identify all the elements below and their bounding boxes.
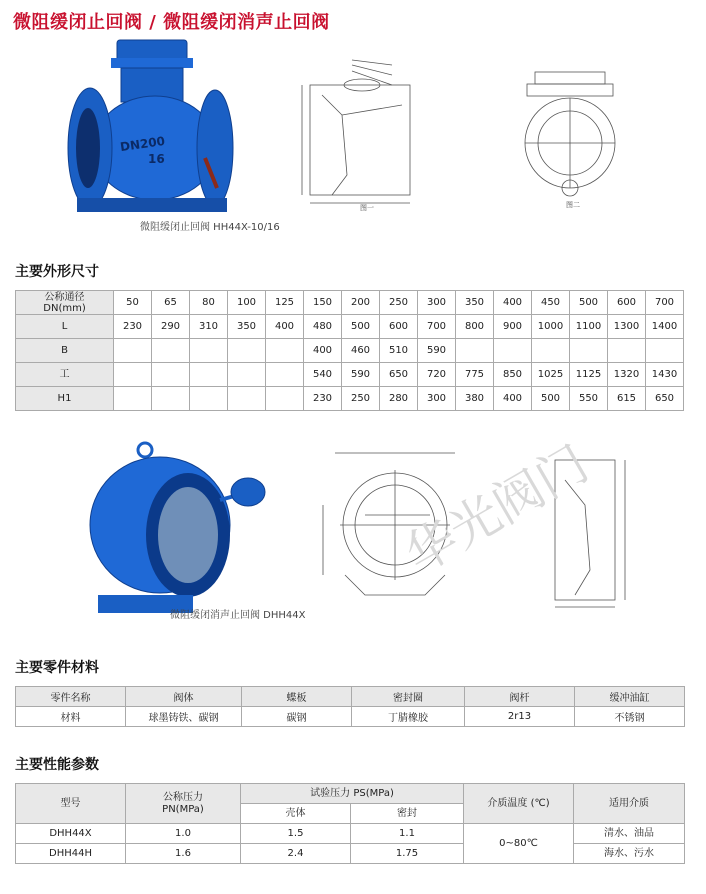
- dim-value-cell: 350: [228, 315, 266, 339]
- dim-value-cell: 1400: [646, 315, 684, 339]
- dim-value-cell: 1300: [608, 315, 646, 339]
- dim-value-cell: 460: [342, 339, 380, 363]
- dim-value-cell: [190, 363, 228, 387]
- technical-drawing-front: [505, 68, 635, 208]
- material-value-cell: 球墨铸铁、碳钢: [126, 707, 242, 727]
- dim-value-cell: [228, 363, 266, 387]
- medium-cell-1: 清水、油品: [574, 824, 685, 844]
- valve-photo-hh44x: [55, 38, 240, 218]
- dn-value-cell: 80: [190, 291, 228, 315]
- dim-value-cell: [114, 363, 152, 387]
- dim-value-cell: 1125: [570, 363, 608, 387]
- dn-value-cell: 500: [570, 291, 608, 315]
- dim-value-cell: [646, 339, 684, 363]
- dim-value-cell: 1320: [608, 363, 646, 387]
- dn-value-cell: 350: [456, 291, 494, 315]
- pn-cell: 1.0: [126, 824, 241, 844]
- dimensions-table: [15, 290, 684, 411]
- dn-value-cell: 125: [266, 291, 304, 315]
- col-test-pressure: 试验压力 PS(MPa): [241, 784, 464, 804]
- dim-value-cell: [190, 387, 228, 411]
- dim-value-cell: 510: [380, 339, 418, 363]
- dim-value-cell: [152, 339, 190, 363]
- dn-value-cell: 100: [228, 291, 266, 315]
- page-title: 微阻缓闭止回阀 / 微阻缓闭消声止回阀: [13, 12, 330, 33]
- dim-value-cell: 1000: [532, 315, 570, 339]
- dn-value-cell: 200: [342, 291, 380, 315]
- material-header-cell: 零件名称: [16, 687, 126, 707]
- dim-value-cell: 290: [152, 315, 190, 339]
- dim-row-label: L: [16, 315, 114, 339]
- figure2-caption: 微阻缓闭消声止回阀 DHH44X: [170, 610, 306, 621]
- dn-value-cell: 250: [380, 291, 418, 315]
- dim-value-cell: [494, 339, 532, 363]
- dim-value-cell: 500: [342, 315, 380, 339]
- seal-cell: 1.1: [351, 824, 464, 844]
- pn-cell: 1.6: [126, 844, 241, 864]
- dim-value-cell: 550: [570, 387, 608, 411]
- dn-value-cell: 50: [114, 291, 152, 315]
- material-value-cell: 丁腈橡胶: [352, 707, 465, 727]
- material-header-cell: 阀体: [126, 687, 242, 707]
- material-header-cell: 密封圈: [352, 687, 465, 707]
- material-value-cell: 2r13: [465, 707, 575, 727]
- performance-heading: 主要性能参数: [15, 757, 99, 773]
- materials-heading: 主要零件材料: [15, 660, 99, 676]
- material-value-cell: 材料: [16, 707, 126, 727]
- dim-value-cell: [456, 339, 494, 363]
- dim-row-label: B: [16, 339, 114, 363]
- valve-photo-dhh44x: [70, 440, 270, 620]
- seal-cell: 1.75: [351, 844, 464, 864]
- shell-cell: 2.4: [241, 844, 351, 864]
- dim-value-cell: [570, 339, 608, 363]
- dim-value-cell: 500: [532, 387, 570, 411]
- dim-value-cell: [114, 387, 152, 411]
- dim-value-cell: [152, 363, 190, 387]
- body-mark-pn: 16: [148, 152, 165, 166]
- dim-value-cell: 1100: [570, 315, 608, 339]
- dim-value-cell: 250: [342, 387, 380, 411]
- shell-cell: 1.5: [241, 824, 351, 844]
- dim-value-cell: 400: [266, 315, 304, 339]
- col-shell: 壳体: [241, 804, 351, 824]
- dim-value-cell: [228, 339, 266, 363]
- dim-value-cell: 300: [418, 387, 456, 411]
- dim-value-cell: [532, 339, 570, 363]
- watermark: 华光阀门: [395, 434, 599, 585]
- dim-value-cell: 310: [190, 315, 228, 339]
- col-medium: 适用介质: [574, 784, 685, 824]
- technical-drawing-side: [292, 55, 422, 215]
- dim-value-cell: 650: [646, 387, 684, 411]
- dim-value-cell: 600: [380, 315, 418, 339]
- figure1-caption: 微阻缓闭止回阀 HH44X-10/16: [140, 222, 280, 233]
- col-seal: 密封: [351, 804, 464, 824]
- dim-value-cell: 280: [380, 387, 418, 411]
- dn-value-cell: 65: [152, 291, 190, 315]
- dim-value-cell: 720: [418, 363, 456, 387]
- model-cell-1: DHH44X: [16, 824, 126, 844]
- dim-value-cell: 700: [418, 315, 456, 339]
- dim-value-cell: [266, 387, 304, 411]
- dim-value-cell: 400: [304, 339, 342, 363]
- drawing-label-1: 图一: [360, 204, 374, 212]
- dim-value-cell: [114, 339, 152, 363]
- dim-value-cell: 900: [494, 315, 532, 339]
- material-value-cell: 碳钢: [242, 707, 352, 727]
- dims-heading: 主要外形尺寸: [15, 264, 99, 280]
- material-header-cell: 蝶板: [242, 687, 352, 707]
- dim-value-cell: 615: [608, 387, 646, 411]
- dim-value-cell: 650: [380, 363, 418, 387]
- dn-header-cell: 公称通径 DN(mm): [16, 291, 114, 315]
- dim-value-cell: 380: [456, 387, 494, 411]
- dim-value-cell: [228, 387, 266, 411]
- dn-value-cell: 300: [418, 291, 456, 315]
- medium-cell-2: 海水、污水: [574, 844, 685, 864]
- dim-row-label: 工: [16, 363, 114, 387]
- dim-value-cell: 590: [418, 339, 456, 363]
- performance-table: [15, 783, 685, 864]
- dim-value-cell: 540: [304, 363, 342, 387]
- col-pn: 公称压力 PN(MPa): [126, 784, 241, 824]
- material-value-cell: 不锈钢: [575, 707, 685, 727]
- dim-value-cell: 1025: [532, 363, 570, 387]
- drawing-label-2: 图二: [566, 201, 580, 209]
- dim-value-cell: [608, 339, 646, 363]
- material-header-cell: 缓冲油缸: [575, 687, 685, 707]
- dim-value-cell: [266, 363, 304, 387]
- dn-value-cell: 150: [304, 291, 342, 315]
- dim-value-cell: [152, 387, 190, 411]
- dim-row-label: H1: [16, 387, 114, 411]
- dim-value-cell: 800: [456, 315, 494, 339]
- col-model: 型号: [16, 784, 126, 824]
- col-temperature: 介质温度 (℃): [464, 784, 574, 824]
- body-mark-dn: DN200: [119, 133, 166, 155]
- dim-value-cell: [266, 339, 304, 363]
- dim-value-cell: 230: [114, 315, 152, 339]
- dn-value-cell: 450: [532, 291, 570, 315]
- temp-cell: 0~80℃: [464, 824, 574, 864]
- dim-value-cell: 850: [494, 363, 532, 387]
- dim-value-cell: 230: [304, 387, 342, 411]
- dim-value-cell: [190, 339, 228, 363]
- dn-value-cell: 600: [608, 291, 646, 315]
- dim-value-cell: 400: [494, 387, 532, 411]
- materials-table: [15, 686, 685, 727]
- dim-value-cell: 1430: [646, 363, 684, 387]
- model-cell-2: DHH44H: [16, 844, 126, 864]
- material-header-cell: 阀杆: [465, 687, 575, 707]
- dim-value-cell: 775: [456, 363, 494, 387]
- dn-value-cell: 400: [494, 291, 532, 315]
- dim-value-cell: 590: [342, 363, 380, 387]
- dn-value-cell: 700: [646, 291, 684, 315]
- dim-value-cell: 480: [304, 315, 342, 339]
